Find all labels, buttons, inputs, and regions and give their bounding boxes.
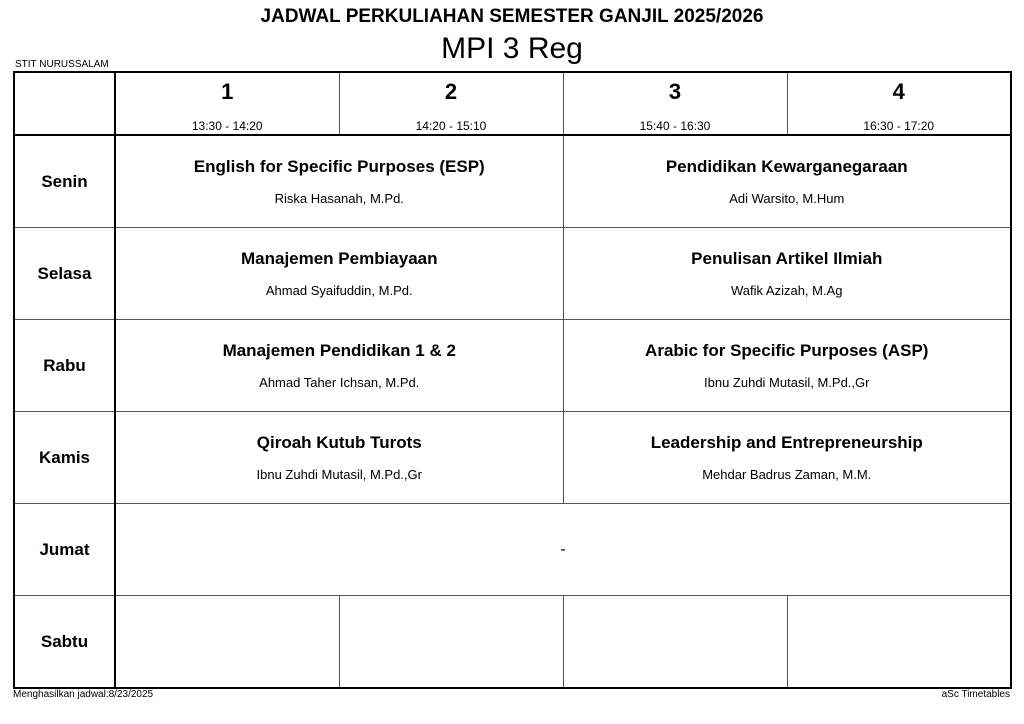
lesson-teacher: Ibnu Zuhdi Mutasil, M.Pd.,Gr (704, 374, 870, 390)
timetable (13, 71, 1012, 689)
day-row-senin (14, 135, 1011, 228)
period-time: 13:30 - 14:20 (191, 118, 263, 133)
lesson-subject: Qiroah Kutub Turots (256, 432, 422, 452)
day-row-kamis (14, 412, 1011, 504)
lesson-teacher: Mehdar Badrus Zaman, M.M. (702, 466, 872, 482)
period-time: 14:20 - 15:10 (415, 118, 487, 133)
lesson-teacher: Riska Hasanah, M.Pd. (274, 190, 404, 206)
period-time: 15:40 - 16:30 (639, 118, 711, 133)
software-credit: aSc Timetables (941, 689, 1010, 700)
lesson-cell (563, 135, 1011, 228)
lesson-teacher: Wafik Azizah, M.Ag (731, 282, 843, 298)
period-number: 3 (668, 78, 682, 104)
period-header-4 (787, 72, 1011, 135)
day-name: Jumat (14, 504, 115, 596)
lesson-teacher: Ibnu Zuhdi Mutasil, M.Pd.,Gr (256, 466, 422, 482)
period-header-row (14, 72, 1011, 135)
day-row-sabtu (14, 596, 1011, 689)
period-header-3 (563, 72, 787, 135)
lesson-subject: Penulisan Artikel Ilmiah (691, 248, 883, 268)
lesson-teacher: Ahmad Taher Ichsan, M.Pd. (259, 374, 420, 390)
lesson-subject: Pendidikan Kewarganegaraan (665, 156, 908, 176)
day-name: Selasa (14, 228, 115, 320)
day-name: Sabtu (14, 596, 115, 689)
lesson-subject: English for Specific Purposes (ESP) (193, 156, 485, 176)
lesson-subject: Manajemen Pembiayaan (240, 248, 438, 268)
day-name: Rabu (14, 320, 115, 412)
school-name: STIT NURUSSALAM (15, 59, 109, 70)
empty-slot (115, 596, 339, 689)
lesson-teacher: Ahmad Syaifuddin, M.Pd. (265, 282, 413, 298)
lesson-teacher: Adi Warsito, M.Hum (729, 190, 845, 206)
lesson-cell (115, 135, 563, 228)
lesson-cell (115, 320, 563, 412)
period-number: 4 (892, 78, 905, 104)
empty-slot (563, 596, 787, 689)
corner-cell (14, 72, 115, 135)
day-row-rabu (14, 320, 1011, 412)
empty-day-mark: - (560, 540, 566, 558)
lesson-cell (563, 412, 1011, 504)
generated-date: Menghasilkan jadwal:8/23/2025 (13, 689, 154, 700)
lesson-cell (563, 228, 1011, 320)
lesson-subject: Leadership and Entrepreneurship (650, 432, 923, 452)
period-time: 16:30 - 17:20 (863, 118, 935, 133)
lesson-subject: Arabic for Specific Purposes (ASP) (645, 340, 929, 360)
empty-day-cell (115, 504, 1011, 596)
schedule-title: JADWAL PERKULIAHAN SEMESTER GANJIL 2025/2026 (260, 6, 764, 27)
day-row-jumat (14, 504, 1011, 596)
day-row-selasa (14, 228, 1011, 320)
period-header-2 (339, 72, 563, 135)
lesson-cell (115, 228, 563, 320)
day-name: Senin (14, 135, 115, 228)
period-header-1 (115, 72, 339, 135)
lesson-cell (115, 412, 563, 504)
empty-slot (787, 596, 1011, 689)
class-name: MPI 3 Reg (441, 32, 583, 65)
empty-slot (339, 596, 563, 689)
period-number: 2 (444, 78, 458, 104)
day-name: Kamis (14, 412, 115, 504)
period-number: 1 (221, 78, 234, 104)
lesson-cell (563, 320, 1011, 412)
lesson-subject: Manajemen Pendidikan 1 & 2 (222, 340, 456, 360)
